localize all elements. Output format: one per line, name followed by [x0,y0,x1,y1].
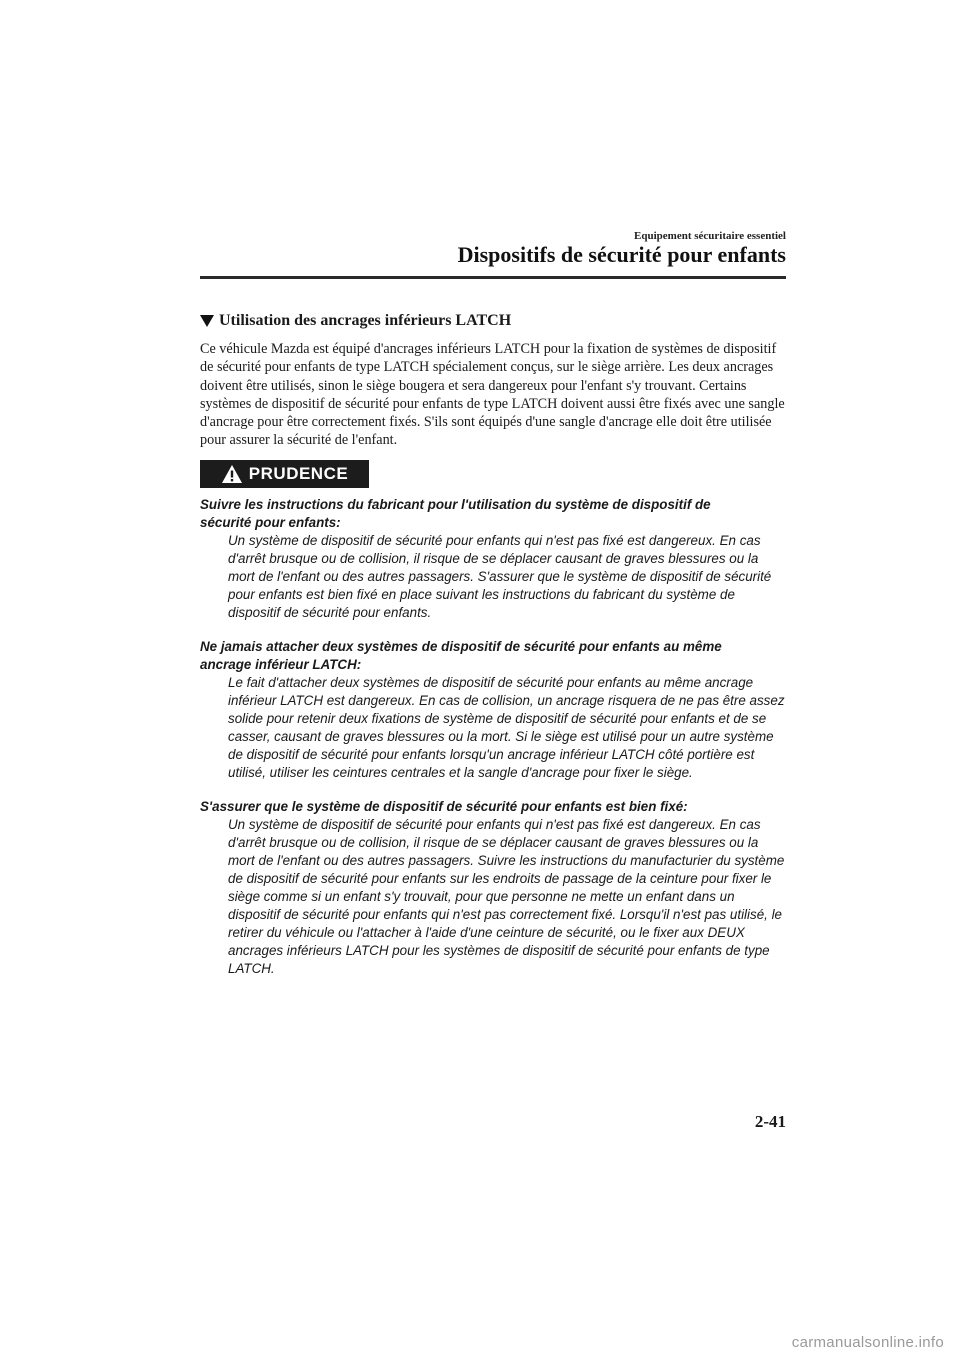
watermark: carmanualsonline.info [791,1334,944,1351]
warning-item [200,798,790,978]
warning-item [200,496,790,622]
section-heading-text: Utilisation des ancrages inférieurs LATCH [219,312,512,329]
warning-body: Un système de dispositif de sécurité pour enfants qui n'est pas fixé est dangereux. En cas d'arrêt brusque ou de collision, il risque de se déplacer causant de graves blessures ou la mort de l'enfant ou des autres passagers. Suivre les instructions du manufacturier du système de dispositif de sécurité pour enfants sur les endroits de passage de la ceinture pour fixer le siège comme si un enfant s'y trouvait, pour que personne ne mette un enfant dans un dispositif de sécurité pour enfants qui n'est pas correctement fixé. Lorsqu'il n'est pas utilisé, le retirer du véhicule ou l'attacher à l'aide d'une ceinture de sécurité, ou le fixer aux DEUX ancrages inférieurs LATCH pour les systèmes de dispositif de sécurité pour enfants de type LATCH. [228,816,785,976]
warning-triangle-icon [221,464,243,484]
section-title: Dispositifs de sécurité pour enfants [457,242,786,267]
latch-section [200,312,790,994]
caution-banner [200,460,369,488]
intro-paragraph: Ce véhicule Mazda est équipé d'ancrages inférieurs LATCH pour la fixation de systèmes de dispositif de sécurité pour enfants de type LATCH spécialement conçus, sur le siège arrière. Les deux ancrages doivent être utilisés, sinon le siège bougera et sera dangereux pour l'enfant s'y trouvant. Certains systèmes de dispositif de sécurité pour enfants de type LATCH doivent aussi être fixés avec une sangle d'ancrage pour être correctement fixés. S'ils sont équipés d'une sangle d'ancrage elle doit être utilisée pour assurer la sécurité de l'enfant. [200,341,785,449]
warning-title: S'assurer que le système de dispositif de sécurité pour enfants est bien fixé: [200,798,688,814]
page-number: 2-41 [754,1112,786,1131]
caution-label: PRUDENCE [248,463,349,483]
warning-body: Un système de dispositif de sécurité pour enfants qui n'est pas fixé est dangereux. En cas d'arrêt brusque ou de collision, il risque de se déplacer causant de graves blessures ou la mort de l'enfant ou des autres passagers. S'assurer que le système de dispositif de sécurité pour enfants est bien fixé en place suivant les instructions du fabricant du système de dispositif de sécurité pour enfants. [228,532,772,620]
warning-title: Suivre les instructions du fabricant pour l'utilisation du système de dispositif de sécurité pour enfants: [200,496,711,530]
section-heading [200,312,790,330]
warning-body: Le fait d'attacher deux systèmes de dispositif de sécurité pour enfants au même ancrage inférieur LATCH est dangereux. En cas de collision, un ancrage risquera de ne pas être assez solide pour retenir deux fixations de système de dispositif de sécurité pour enfants et de se casser, causant de graves blessures ou la mort. Si le siège est utilisé pour un autre système de dispositif de sécurité pour enfants lorsqu'un ancrage inférieur LATCH côté portière est utilisé, utiliser les ceintures centrales et la sangle d'ancrage pour fixer le siège. [228,674,785,780]
warning-title: Ne jamais attacher deux systèmes de dispositif de sécurité pour enfants au même ancrage inférieur LATCH: [200,638,722,672]
header-divider [200,276,786,279]
chapter-title: Equipement sécuritaire essentiel [634,230,786,242]
warning-list [200,496,790,978]
triangle-down-icon [200,315,214,327]
warning-item [200,638,790,782]
